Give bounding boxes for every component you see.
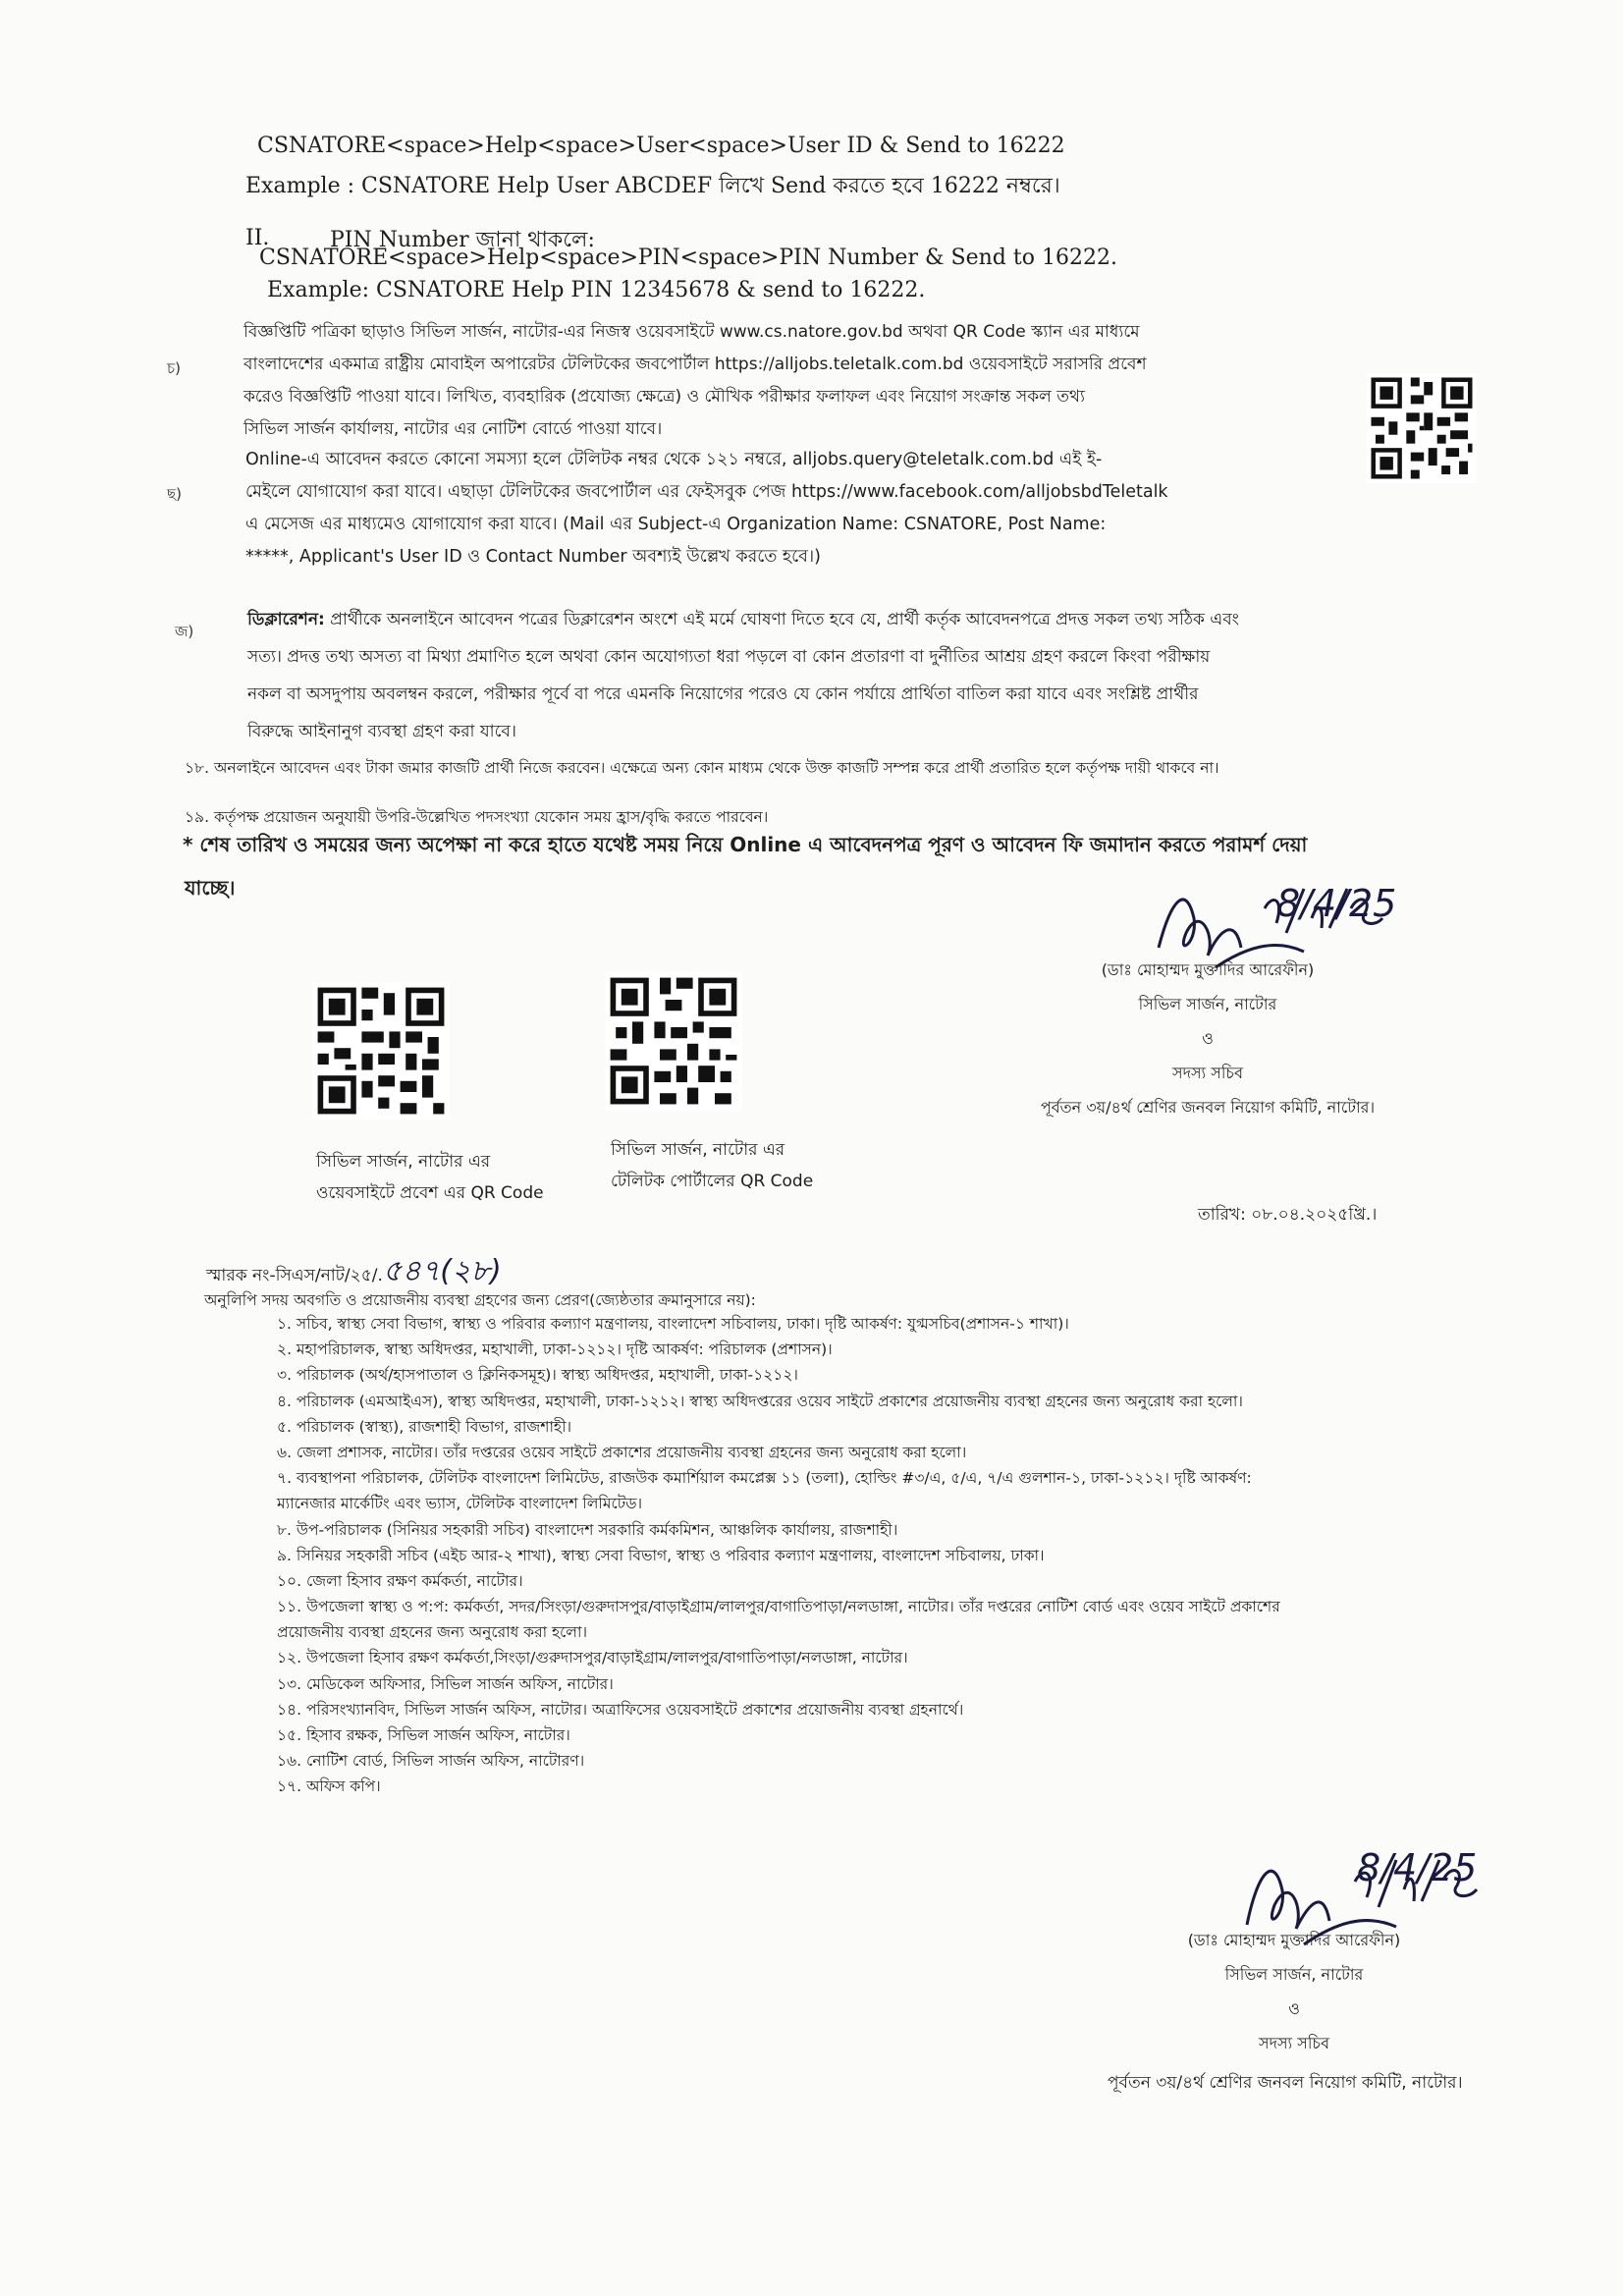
signatory-2-role: সদস্য সচিব — [1259, 2034, 1329, 2052]
sms-help-pin-line: CSNATORE<space>Help<space>PIN<space>PIN Number & Send to 16222. — [259, 246, 1117, 270]
cc-item: ১৩. মেডিকেল অফিসার, সিভিল সার্জন অফিস, নাটোর। — [277, 1674, 614, 1693]
cc-item: ১১. উপজেলা স্বাস্থ্য ও প:প: কর্মকর্তা, সদর/সিংড়া/গুরুদাসপুর/বাড়াইগ্রাম/লালপুর/বাগাতিপাড়া/নলডাঙ্গা, নাটোর। তাঁর দপ্তরের নোটিশ বোর্ড এবং ওয়েব সাইটে প্রকাশের — [277, 1598, 1280, 1616]
cc-item: ম্যানেজার মার্কেটিং এবং ভ্যাস, টেলিটক বাংলাদেশ লিমিটেড। — [277, 1495, 643, 1513]
signatory-2-committee: পূর্বতন ৩য়/৪র্থ শ্রেণির জনবল নিয়োগ কমিটি, নাটোর। — [1108, 2073, 1463, 2093]
cc-item: ৩. পরিচালক (অর্থ/হাসপাতাল ও ক্লিনিকসমূহ)। স্বাস্থ্য অধিদপ্তর, মহাখালী, ঢাকা-১২১২। — [277, 1366, 798, 1385]
section-jha-line: বিরুদ্ধে আইনানুগ ব্যবস্থা গ্রহণ করা যাবে। — [247, 722, 516, 741]
section-chha-line: এ মেসেজ এর মাধ্যমেও যোগাযোগ করা যাবে। (Mail এর Subject-এ Organization Name: CSNATORE, Post Name: — [245, 515, 1107, 534]
section-marker-jha: জ) — [175, 623, 194, 640]
section-jha-line: নকল বা অসদুপায় অবলম্বন করলে, পরীক্ষার পূর্বে বা পরে এমনকি নিয়োগের পরেও যে কোন পর্যায়ে প্রার্থিতা বাতিল করা যাবে এবং সংশ্লিষ্ট প্রার্থীর — [247, 684, 1199, 704]
section-chha-line: Online-এ আবেদন করতে কোনো সমস্যা হলে টেলিটক নম্বর থেকে ১২১ নম্বরে, alljobs.query@teletalk.com.bd এই ই- — [245, 450, 1103, 469]
qr-code-teletalk-graphic — [605, 972, 742, 1110]
cc-item: ১. সচিব, স্বাস্থ্য সেবা বিভাগ, স্বাস্থ্য ও পরিবার কল্যাণ মন্ত্রণালয়, বাংলাদেশ সচিবালয়, ঢাকা। দৃষ্টি আকর্ষণ: যুগ্মসচিব(প্রশাসন-১ শাখা)। — [277, 1315, 1069, 1333]
sms-help-user-line: CSNATORE<space>Help<space>User<space>User ID & Send to 16222 — [257, 134, 1065, 158]
section-jha-line: প্রার্থীকে অনলাইনে আবেদন পত্রের ডিক্লারেশন অংশে এই মর্মে ঘোষণা দিতে হবে যে, প্রার্থী কর্তৃক আবেদনপত্রে প্রদত্ত সকল তথ্য সঠিক এবং — [324, 610, 1239, 629]
sms-pin-heading: PIN Number জানা থাকলে: — [330, 228, 595, 252]
cc-item: ৮. উপ-পরিচালক (সিনিয়র সহকারী সচিব) বাংলাদেশ সরকারি কর্মকমিশন, আঞ্চলিক কার্যালয়, রাজশাহী। — [277, 1520, 898, 1539]
declaration-label: ডিক্লারেশন: — [247, 610, 325, 629]
qr-code-teletalk — [605, 972, 742, 1110]
section-jha-line: সত্য। প্রদত্ত তথ্য অসত্য বা মিথ্যা প্রমাণিত হলে অথবা কোন অযোগ্যতা ধরা পড়লে বা কোন প্রতারণা বা দুর্নীতির আশ্রয় গ্রহণ করলে কিংবা পরীক্ষায় — [247, 647, 1211, 667]
cc-item: প্রয়োজনীয় ব্যবস্থা গ্রহনের জন্য অনুরোধ করা হলো। — [277, 1623, 587, 1642]
cc-list — [277, 1312, 1280, 1801]
advice-line-1: * শেষ তারিখ ও সময়ের জন্য অপেক্ষা না করে হাতে যথেষ্ট সময় নিয়ে Online এ আবেদনপত্র পূরণ ও আবেদন ফি জমাদান করতে পরামর্শ দেয়া — [183, 833, 1308, 856]
qr-website-caption-2: ওয়েবসাইটে প্রবেশ এর QR Code — [316, 1183, 544, 1203]
cc-item: ৫. পরিচালক (স্বাস্থ্য), রাজশাহী বিভাগ, রাজশাহী। — [277, 1417, 572, 1436]
cc-intro: অনুলিপি সদয় অবগতি ও প্রয়োজনীয় ব্যবস্থা গ্রহণের জন্য প্রেরণ(জ্যেষ্ঠতার ক্রমানুসারে নয়): — [204, 1291, 756, 1309]
cc-item: ১৫. হিসাব রক্ষক, সিভিল সার্জন অফিস, নাটোর। — [277, 1726, 570, 1744]
memo-number-handwritten: ৫৪৭(২৮) — [382, 1254, 502, 1288]
sms-example-pin-line: Example: CSNATORE Help PIN 12345678 & send to 16222. — [267, 278, 926, 302]
item-18: ১৮. অনলাইনে আবেদন এবং টাকা জমার কাজটি প্রার্থী নিজে করবেন। এক্ষেত্রে অন্য কোন মাধ্যম থেকে উক্ত কাজটি সম্পন্ন করে প্রার্থী প্রতারিত হলে কর্তৃপক্ষ দায়ী থাকবে না। — [185, 759, 1219, 777]
signatory-2-name: (ডাঃ মোহাম্মদ মুক্তাদির আরেফীন) — [1187, 1931, 1401, 1949]
cc-item: ১২. উপজেলা হিসাব রক্ষণ কর্মকর্তা,সিংড়া/গুরুদাসপুর/বাড়াইগ্রাম/লালপুর/বাগাতিপাড়া/নলডাঙ্গা, নাটোর। — [277, 1649, 908, 1667]
cc-item: ১০. জেলা হিসাব রক্ষণ কর্মকর্তা, নাটোর। — [277, 1571, 523, 1590]
section-jha-text — [247, 601, 1514, 750]
cc-item: ৯. সিনিয়র সহকারী সচিব (এইচ আর-২ শাখা), স্বাস্থ্য সেবা বিভাগ, স্বাস্থ্য ও পরিবার কল্যাণ মন্ত্রণালয়, বাংলাদেশ সচিবালয়, ঢাকা। — [277, 1546, 1045, 1564]
memo-number-prefix: স্মারক নং-সিএস/নাট/২৫/. — [206, 1266, 383, 1285]
section-chha-line: *****, Applicant's User ID ও Contact Number অবশ্যই উল্লেখ করতে হবে।) — [245, 547, 821, 567]
item-19: ১৯. কর্তৃপক্ষ প্রয়োজন অনুযায়ী উপরি-উল্লেখিত পদসংখ্যা যেকোন সময় হ্রাস/বৃদ্ধি করতে পারবেন। — [185, 808, 769, 826]
signatory-2-title: সিভিল সার্জন, নাটোর — [1224, 1965, 1364, 1984]
cc-item: ১৬. নোটিশ বোর্ড, সিভিল সার্জন অফিস, নাটোরণ। — [277, 1752, 585, 1771]
signatory-1-handwritten-date: 8/4/25 — [1276, 882, 1397, 925]
section-cha-line: বিজ্ঞপ্তিটি পত্রিকা ছাড়াও সিভিল সার্জন, নাটোর-এর নিজস্ব ওয়েবসাইটে www.cs.natore.gov.bd অথবা QR Code স্ক্যান এর মাধ্যমে — [243, 322, 1140, 342]
cc-item: ১৪. পরিসংখ্যানবিদ, সিভিল সার্জন অফিস, নাটোর। অত্রাফিসের ওয়েবসাইটে প্রকাশের প্রয়োজনীয় ব্যবস্থা গ্রহনার্থে। — [277, 1700, 964, 1719]
qr-teletalk-caption-2: টেলিটক পোর্টালের QR Code — [611, 1172, 814, 1191]
signatory-2-block — [1088, 1923, 1500, 2060]
qr-website-caption-1: সিভিল সার্জন, নাটোর এর — [316, 1152, 491, 1172]
sms-example-user-line: Example : CSNATORE Help User ABCDEF লিখে Send করতে হবে 16222 নম্বরে। — [245, 174, 1060, 198]
qr-teletalk-caption-1: সিভিল সার্জন, নাটোর এর — [611, 1140, 785, 1160]
signatory-1-block — [992, 953, 1424, 1124]
section-cha-line: বাংলাদেশের একমাত্র রাষ্ট্রীয় মোবাইল অপারেটর টেলিটকের জবপোর্টাল https://alljobs.teletalk.com.bd ওয়েবসাইটে সরাসরি প্রবেশ — [243, 355, 1147, 374]
cc-item: ১৭. অফিস কপি। — [277, 1777, 381, 1796]
section-chha-line: মেইলে যোগাযোগ করা যাবে। এছাড়া টেলিটকের জবপোর্টাল এর ফেইসবুক পেজ https://www.facebook.com/alljobsbdTeletalk — [245, 482, 1168, 502]
section-cha-line: সিভিল সার্জন কার্যালয়, নাটোর এর নোটিশ বোর্ডে পাওয়া যাবে। — [243, 419, 663, 439]
signatory-1-role: সদস্য সচিব — [1172, 1064, 1243, 1082]
advice-line-2: যাচ্ছে। — [185, 876, 236, 900]
section-chha-text — [245, 444, 1424, 574]
cc-item: ২. মহাপরিচালক, স্বাস্থ্য অধিদপ্তর, মহাখালী, ঢাকা-১২১২। দৃষ্টি আকর্ষণ: পরিচালক (প্রশাসন)। — [277, 1340, 833, 1359]
section-cha-line: করেও বিজ্ঞপ্তিটি পাওয়া যাবে। লিখিত, ব্যবহারিক (প্রযোজ্য ক্ষেত্রে) ও মৌখিক পরীক্ষার ফলাফল এবং নিয়োগ সংক্রান্ত সকল তথ্য — [243, 387, 1085, 407]
issue-date: তারিখ: ০৮.০৪.২০২৫খ্রি.। — [1198, 1205, 1378, 1225]
cc-item: ৪. পরিচালক (এমআইএস), স্বাস্থ্য অধিদপ্তর, মহাখালী, ঢাকা-১২১২। স্বাস্থ্য অধিদপ্তরের ওয়েব সাইটে প্রকাশের প্রয়োজনীয় ব্যবস্থা গ্রহনের জন্য অনুরোধ করা হলো। — [277, 1392, 1243, 1410]
cc-item: ৬. জেলা প্রশাসক, নাটোর। তাঁর দপ্তরের ওয়েব সাইটে প্রকাশের প্রয়োজনীয় ব্যবস্থা গ্রহনের জন্য অনুরোধ করা হলো। — [277, 1443, 967, 1461]
section-cha-text — [243, 316, 1490, 446]
cc-item: ৭. ব্যবস্থাপনা পরিচালক, টেলিটক বাংলাদেশ লিমিটেড, রাজউক কমার্শিয়াল কমপ্লেক্স ১১ (তলা), হোল্ডিং #৩/এ, ৫/এ, ৭/এ গুলশান-১, ঢাকা-১২১২। দৃষ্টি আকর্ষণ: — [277, 1469, 1252, 1488]
qr-code-website — [312, 982, 450, 1120]
signatory-2-handwritten-date: 8/4/25 — [1357, 1846, 1478, 1889]
signatory-1-and: ও — [1202, 1029, 1214, 1048]
signatory-2-and: ও — [1288, 1999, 1300, 2018]
signatory-1-title: সিভিল সার্জন, নাটোর — [1138, 995, 1277, 1013]
signatory-1-committee: পূর্বতন ৩য়/৪র্থ শ্রেণির জনবল নিয়োগ কমিটি, নাটোর। — [1040, 1098, 1376, 1117]
section-marker-cha: চ) — [167, 359, 181, 377]
signatory-1-name: (ডাঃ মোহাম্মদ মুক্তাদির আরেফীন) — [1101, 960, 1315, 979]
sms-section-number: II. — [245, 226, 270, 250]
qr-code-website-graphic — [312, 982, 450, 1120]
section-marker-chha: ছ) — [167, 485, 182, 503]
